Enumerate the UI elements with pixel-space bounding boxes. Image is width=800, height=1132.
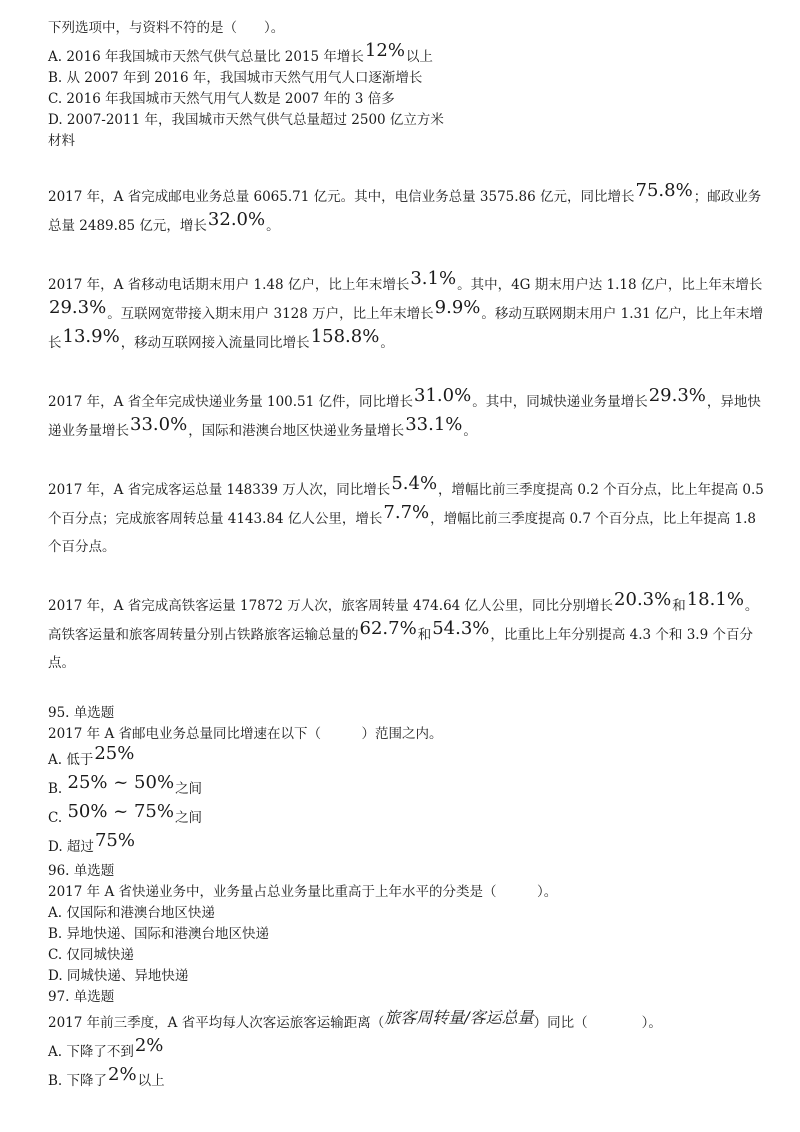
question-stem: 2017 年 A 省邮电业务总量同比增速在以下（ ）范围之内。 (48, 726, 443, 742)
math-value: 18.1% (686, 589, 744, 610)
option-a[interactable]: A. 仅国际和港澳台地区快递 (48, 905, 215, 921)
math-value: 7.7% (383, 502, 430, 523)
question-number: 96. 单选题 (48, 863, 115, 879)
math-value: 29.3% (648, 385, 706, 406)
math-value: 2% (134, 1035, 164, 1056)
math-value: 75.8% (635, 180, 693, 201)
intro-option-c[interactable]: C. 2016 年我国城市天然气用气人数是 2007 年的 3 倍多 (48, 91, 395, 107)
question-number: 95. 单选题 (48, 705, 115, 721)
option-c[interactable]: C. 仅同城快递 (48, 947, 134, 963)
question-stem: 2017 年前三季度，A 省平均每人次客运旅客运输距离（旅客周转量/客运总量）同比（ ）。 (48, 1008, 662, 1031)
option-d[interactable]: D. 同城快递、异地快递 (48, 968, 189, 984)
math-value: 31.0% (414, 385, 472, 406)
intro-option-d[interactable]: D. 2007-2011 年，我国城市天然气供气总量超过 2500 亿立方米 (48, 112, 444, 128)
math-value: 25% (94, 743, 135, 764)
question-97 (48, 987, 768, 1095)
material-paragraph-5: 2017 年，A 省完成高铁客运量 17872 万人次，旅客周转量 474.64 亿人公里，同比分别增长20.3%和18.1%。高铁客运量和旅客周转量分别占铁路旅客运输总量的62.7%和54.3%，比重比上年分别提高 4.3 个和 3.9 个百分点。 (48, 589, 759, 671)
intro-option-b[interactable]: B. 从 2007 年到 2016 年，我国城市天然气用气人口逐渐增长 (48, 70, 423, 86)
material-paragraph-4: 2017 年，A 省完成客运总量 148339 万人次，同比增长5.4%，增幅比前三季度提高 0.2 个百分点，比上年提高 0.5 个百分点；完成旅客周转总量 4143.84 亿人公里，增长7.7%，增幅比前三季度提高 0.7 个百分点，比上年提高 1.8 个百分点。 (48, 473, 764, 555)
math-value: 2% (108, 1064, 137, 1085)
question-stem: 2017 年 A 省快递业务中，业务量占总业务量比重高于上年水平的分类是（ ）。 (48, 884, 558, 900)
math-value: 13.9% (62, 326, 120, 347)
option-a[interactable]: A. 下降了不到2% (48, 1035, 164, 1060)
question-96 (48, 861, 768, 987)
material-paragraph-3: 2017 年，A 省全年完成快递业务量 100.51 亿件，同比增长31.0%。其中，同城快递业务量增长29.3%，异地快递业务量增长33.0%，国际和港澳台地区快递业务量增长33.1%。 (48, 385, 761, 439)
math-value: 62.7% (359, 618, 417, 639)
material-label: 材料 (48, 133, 75, 149)
math-value: 32.0% (207, 209, 266, 230)
intro-option-a[interactable]: A. 2016 年我国城市天然气供气总量比 2015 年增长12%以上 (48, 40, 433, 65)
math-value: 50% ~ 75% (67, 801, 174, 822)
math-value: 33.0% (130, 414, 188, 435)
math-value: 158.8% (310, 326, 380, 347)
handwritten-formula: 旅客周转量/客运总量 (384, 1008, 534, 1027)
math-value: 33.1% (405, 414, 463, 435)
question-95 (48, 703, 768, 861)
math-value: 3.1% (410, 268, 457, 289)
option-c[interactable]: C. 50% ~ 75%之间 (48, 801, 202, 826)
document-page (48, 18, 768, 1095)
material-paragraph-1: 2017 年，A 省完成邮电业务总量 6065.71 亿元。其中，电信业务总量 3575.86 亿元，同比增长75.8%；邮政业务总量 2489.85 亿元，增长32.0%。 (48, 180, 762, 234)
math-value: 54.3% (432, 618, 490, 639)
math-value: 12% (364, 40, 405, 61)
option-a[interactable]: A. 低于25% (48, 743, 135, 768)
option-b[interactable]: B. 25% ~ 50%之间 (48, 772, 203, 797)
option-b[interactable]: B. 下降了2%以上 (48, 1064, 165, 1089)
math-value: 25% ~ 50% (67, 772, 175, 793)
math-value: 9.9% (434, 297, 481, 318)
material-paragraph-2: 2017 年，A 省移动电话期末用户 1.48 亿户，比上年末增长3.1%。其中，4G 期末用户达 1.18 亿户，比上年末增长29.3%。互联网宽带接入期末用户 3128 万户，比上年末增长9.9%。移动互联网期末用户 1.31 亿户，比上年末增长13.9%，移动互联网接入流量同比增长158.8%。 (48, 268, 764, 351)
option-b[interactable]: B. 异地快递、国际和港澳台地区快递 (48, 926, 270, 942)
option-d[interactable]: D. 超过75% (48, 830, 135, 855)
math-value: 5.4% (391, 473, 438, 494)
question-number: 97. 单选题 (48, 989, 115, 1005)
math-value: 29.3% (49, 297, 107, 318)
intro-question: 下列选项中，与资料不符的是（ ）。 (48, 20, 285, 36)
intro-block (48, 18, 768, 152)
math-value: 20.3% (614, 589, 672, 610)
math-value: 75% (94, 830, 135, 851)
